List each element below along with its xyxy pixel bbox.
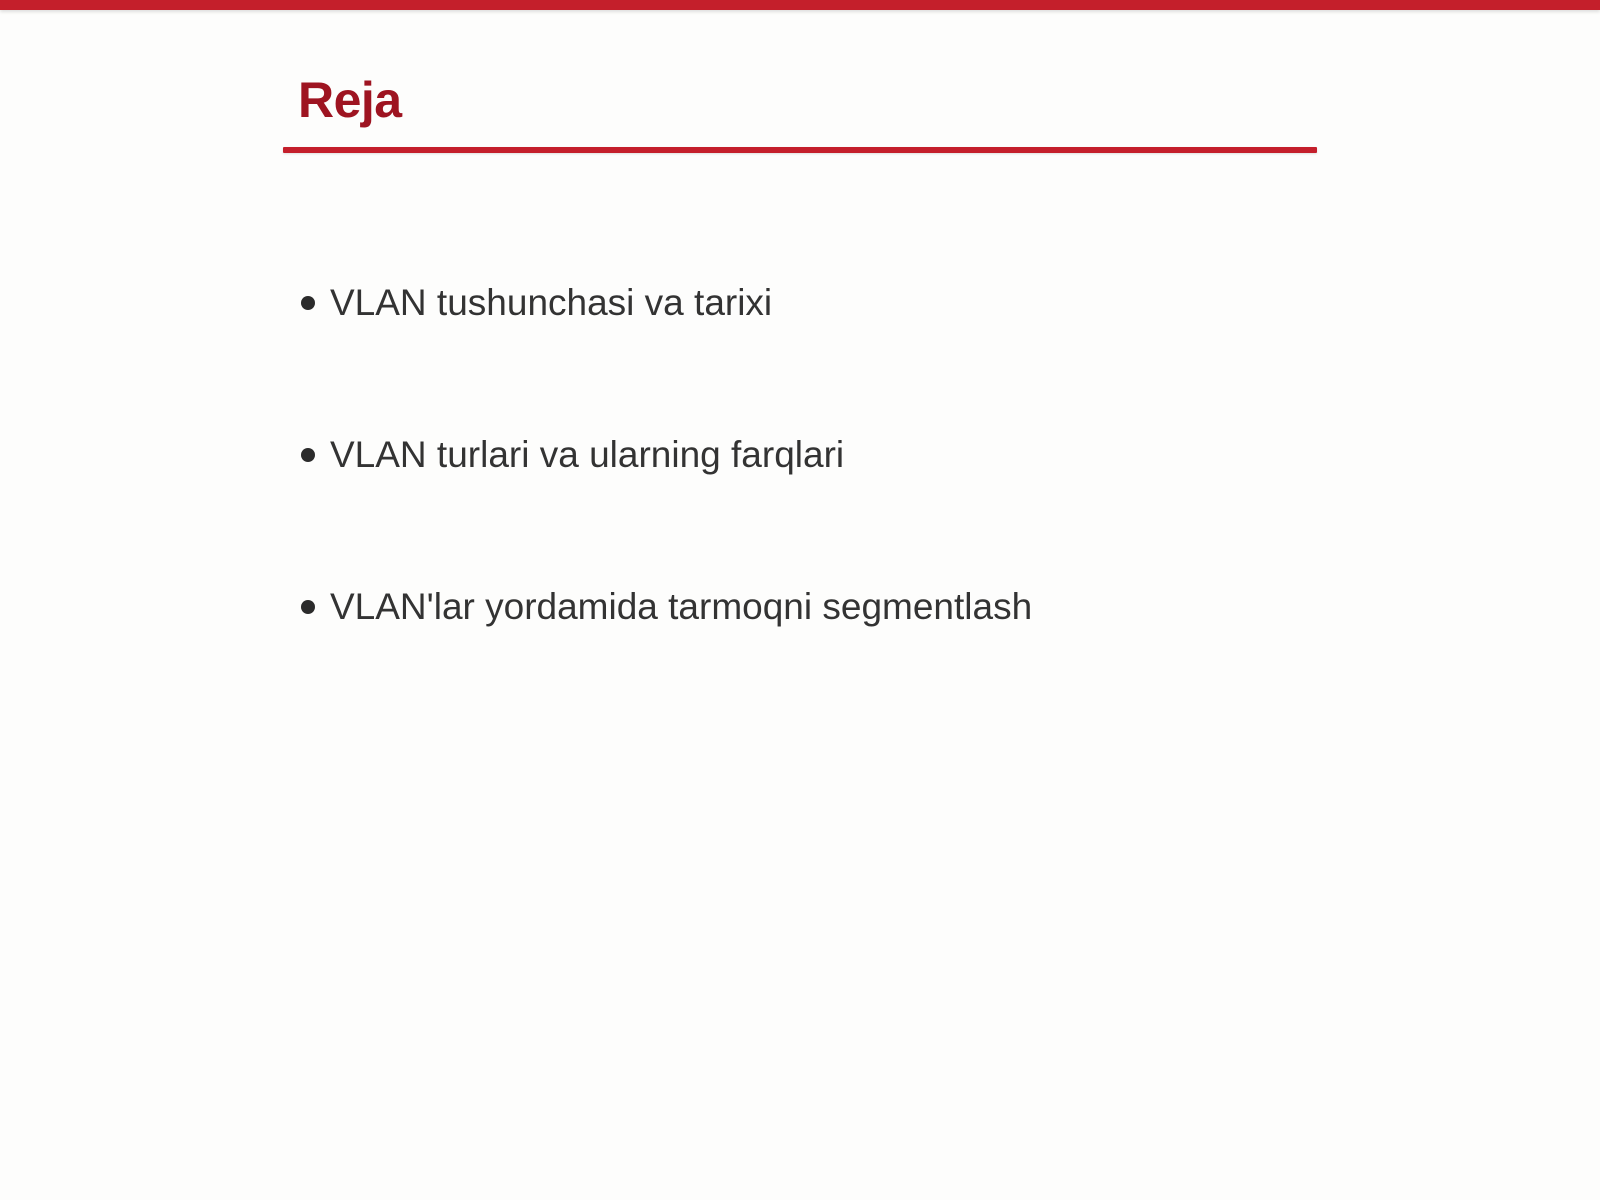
bullet-text: VLAN turlari va ularning farqlari	[330, 434, 845, 475]
top-accent-bar	[0, 0, 1600, 10]
bullet-icon	[301, 296, 315, 310]
bullet-icon	[301, 448, 315, 462]
title-underline	[283, 147, 1317, 153]
slide-title: Reja	[298, 72, 402, 128]
bullet-icon	[301, 600, 315, 614]
bullet-text: VLAN'lar yordamida tarmoqni segmentlash	[330, 586, 1033, 627]
bullet-text: VLAN tushunchasi va tarixi	[330, 282, 773, 323]
